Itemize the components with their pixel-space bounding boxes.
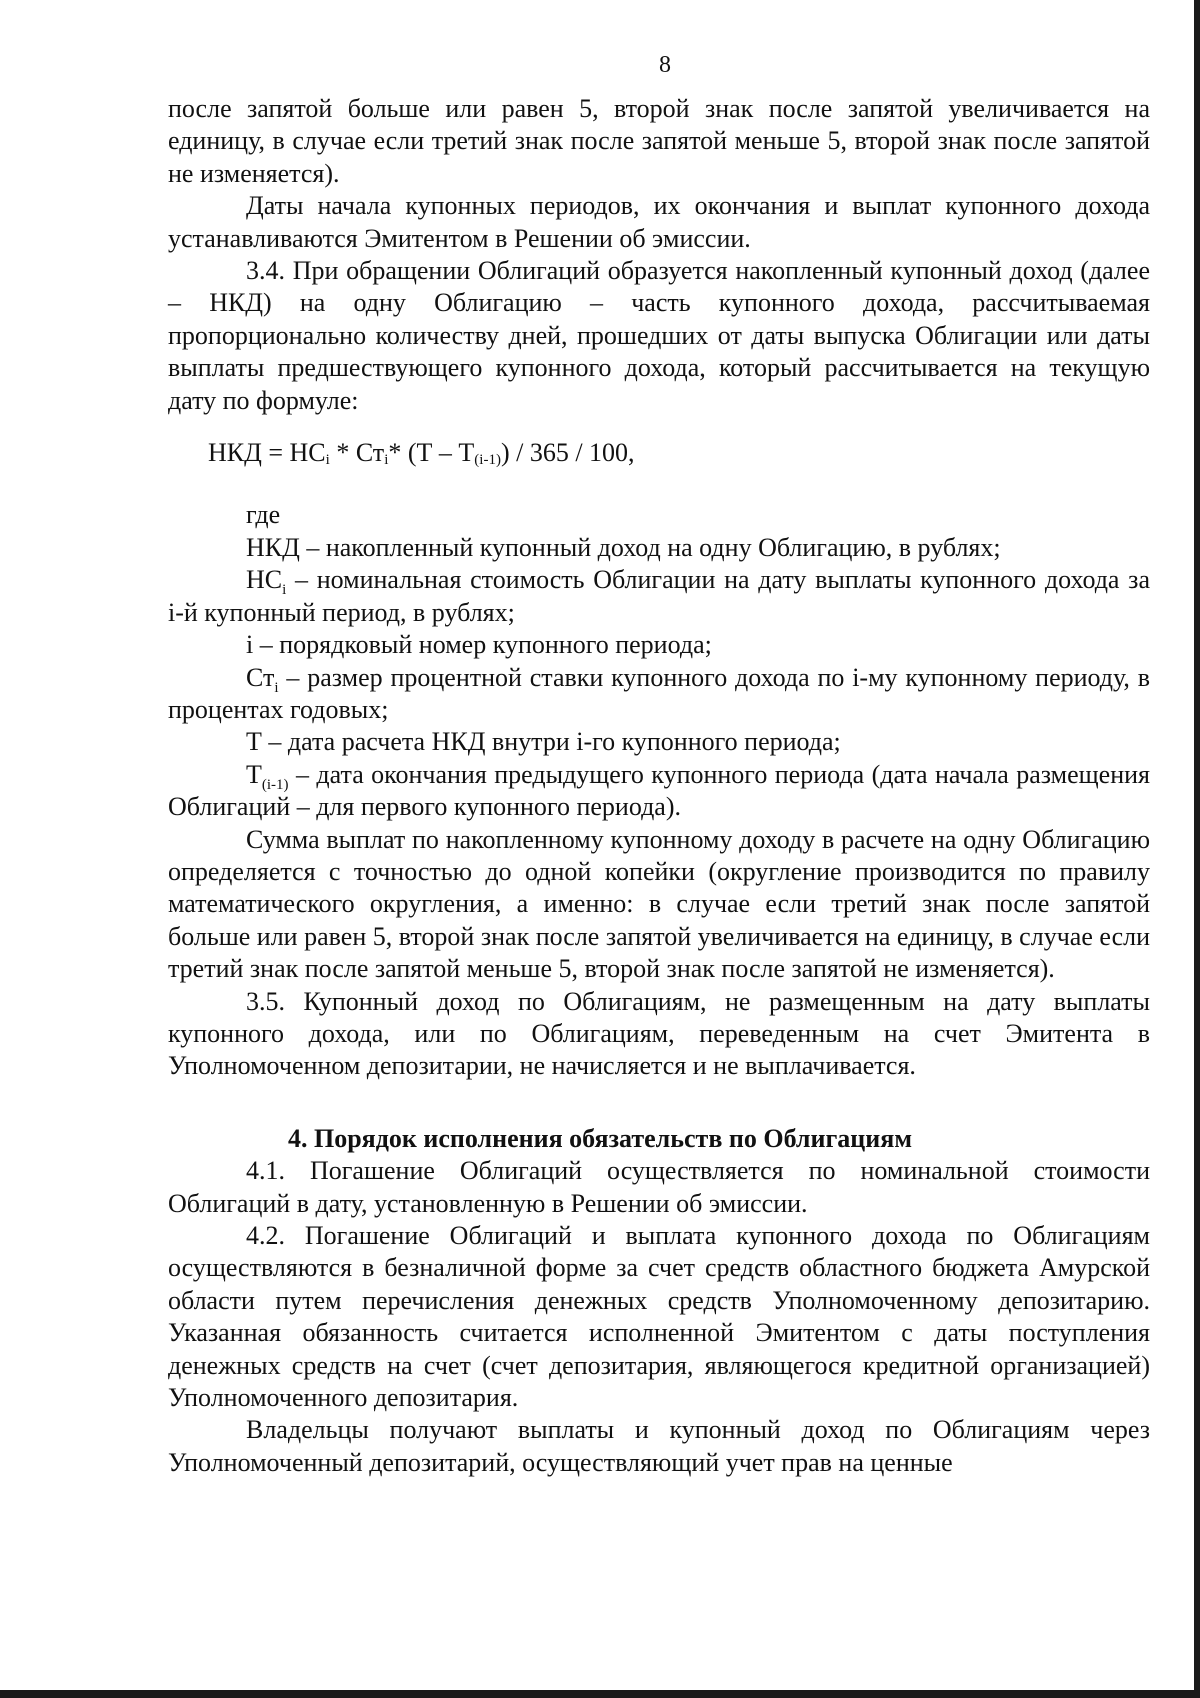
definition-t: Т – дата расчета НКД внутри i-го купонного периода; xyxy=(246,727,841,757)
document-body xyxy=(168,93,1150,1479)
paragraph-rounding: Сумма выплат по накопленному купонному доходу в расчете на одну Облигацию определяется с точностью до одной копейки (округление производится по правилу математического округления, а именно: в случае если третий знак после запятой больше или равен 5, второй знак после запятой увеличивается на единицу, в случае если третий знак после запятой меньше 5, второй знак после запятой не изменяется). xyxy=(168,824,1150,984)
where-label: где xyxy=(246,500,281,530)
scan-edge-right xyxy=(1194,0,1200,1698)
paragraph-3-4: 3.4. При обращении Облигаций образуется накопленный купонный доход (далее – НКД) на одну Облигацию – часть купонного дохода, рассчитываемая пропорционально количеству дней, прошедших от даты выпуска Облигации или даты выплаты предшествующего купонного дохода, который рассчитывается на текущую дату по формуле: xyxy=(168,256,1150,415)
scan-edge-bottom xyxy=(0,1690,1200,1698)
paragraph-3-5: 3.5. Купонный доход по Облигациям, не размещенным на дату выплаты купонного дохода, или по Облигациям, переведенным на счет Эмитента в Уполномоченном депозитарии, не начисляется и не выплачивается. xyxy=(168,986,1150,1081)
definition-ct: $Ст_i$ – размер процентной ставки купонного дохода по i-му купонному периоду, в процентах годовых; xyxy=(168,662,1150,724)
section-4-heading: 4. Порядок исполнения обязательств по Облигациям xyxy=(288,1123,913,1153)
nkd-formula: НКД = $НС_i * Ст_i*$ $(Т - Т_{(i-1)}) / 365 / 100$, xyxy=(208,438,635,469)
paragraph-4-1: 4.1. Погашение Облигаций осуществляется по номинальной стоимости Облигаций в дату, установленную в Решении об эмиссии. xyxy=(168,1156,1150,1218)
paragraph-continuation: после запятой больше или равен 5, второй знак после запятой увеличивается на единицу, в случае если третий знак после запятой меньше 5, второй знак после запятой не изменяется). xyxy=(168,94,1150,188)
page-number: 8 xyxy=(659,52,671,78)
definition-t-prev: $Т_{(i-1)}$ – дата окончания предыдущего купонного периода (дата начала размещения Облигаций – для первого купонного периода). xyxy=(168,759,1150,822)
paragraph-holders: Владельцы получают выплаты и купонный доход по Облигациям через Уполномоченный депозитарий, осуществляющий учет прав на ценные xyxy=(168,1415,1150,1477)
paragraph-4-2: 4.2. Погашение Облигаций и выплата купонного дохода по Облигациям осуществляются в безналичной форме за счет средств областного бюджета Амурской области путем перечисления денежных средств Уполномоченному депозитарию. Указанная обязанность считается исполненной Эмитентом с даты поступления денежных средств на счет (счет депозитария, являющегося кредитной организацией) Уполномоченного депозитария. xyxy=(168,1221,1150,1413)
definition-nc: $НС_i$ – номинальная стоимость Облигации на дату выплаты купонного дохода за i-й купонный период, в рублях; xyxy=(168,565,1150,627)
definition-i: i – порядковый номер купонного периода; xyxy=(246,630,712,660)
paragraph-coupon-dates: Даты начала купонных периодов, их окончания и выплат купонного дохода устанавливаются Эмитентом в Решении об эмиссии. xyxy=(168,191,1150,253)
definition-nkd: НКД – накопленный купонный доход на одну Облигацию, в рублях; xyxy=(246,532,1001,562)
